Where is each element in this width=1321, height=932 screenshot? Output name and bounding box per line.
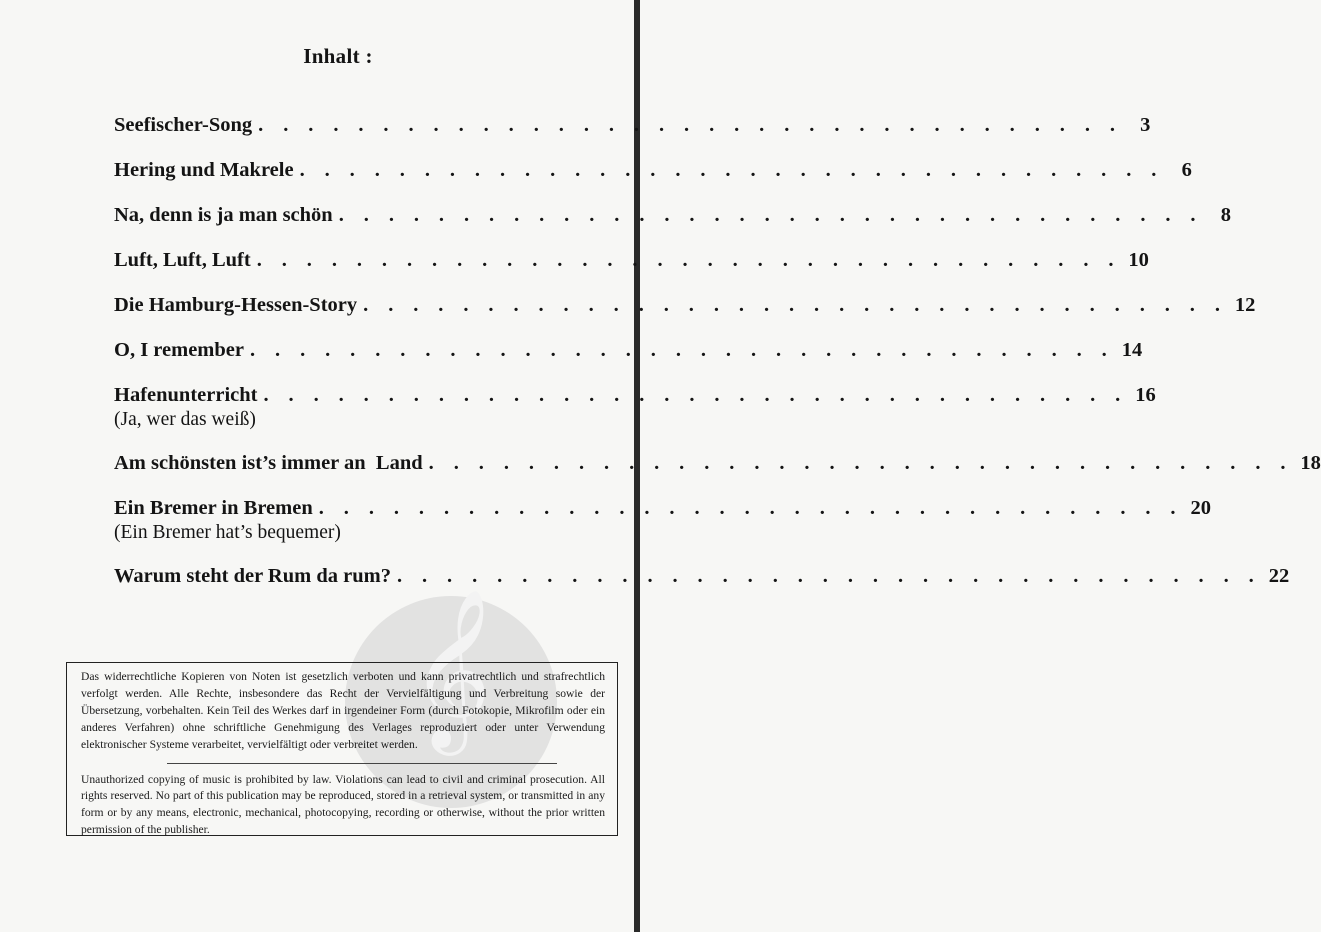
- toc-entry: [114, 563, 1290, 589]
- toc-entry-page: 14: [1121, 339, 1143, 361]
- toc-entry: [114, 382, 1156, 432]
- page-title: Inhalt :: [303, 44, 373, 68]
- toc-entry-page: 10: [1128, 249, 1149, 271]
- dot-leader: . . . . . . . . . . . . . . . . . . . . . . . . . . . . . . . . . . .: [258, 114, 1123, 136]
- toc-entry-subtitle: (Ein Bremer hat’s bequemer): [114, 522, 341, 543]
- toc-entry-title: Hering und Makrele: [114, 159, 294, 181]
- toc-entry-title: Na, denn is ja man schön: [114, 204, 333, 226]
- toc-entry-title: Warum steht der Rum da rum?: [114, 565, 391, 587]
- toc-entry: [114, 337, 1143, 363]
- copyright-notice: [66, 662, 618, 836]
- toc-entry-title: Die Hamburg-Hessen-Story: [114, 294, 358, 316]
- toc-entry-page: 3: [1140, 114, 1151, 136]
- copyright-notice-german: Das widerrechtliche Kopieren von Noten ist gesetzlich verboten und kann privatrechtlich und strafrechtlich verfolgt werden. Alle Rechte, insbesondere das Recht der Vervielfältigung und Verbreitung sowie der Übersetzung, vorbehalten. Kein Teil des Werkes darf in irgendeiner Form (durch Fotokopie, Mikrofilm oder ein anderes Verfahren) ohne schriftliche Genehmigung des Verlages reproduziert oder unter Verwendung elektronischer Systeme verarbeitet, vervielfältigt oder verbreitet werden.: [81, 670, 605, 751]
- toc-entry-page: 20: [1190, 497, 1211, 519]
- toc-entry: [114, 202, 1231, 228]
- toc-entry: [114, 112, 1151, 138]
- dot-leader: . . . . . . . . . . . . . . . . . . . . . . . . . . . . . . . . . . .: [263, 384, 1128, 406]
- dot-leader: . . . . . . . . . . . . . . . . . . . . . . . . . . . . . . . . . . .: [249, 339, 1115, 361]
- dot-leader: . . . . . . . . . . . . . . . . . . . . . . . . . . . . . . . . . . .: [318, 497, 1183, 519]
- dot-leader: . . . . . . . . . . . . . . . . . . . . . . . . . . . . . . . . . . .: [256, 249, 1121, 271]
- dot-leader: . . . . . . . . . . . . . . . . . . . . . . . . . . . . . . . . . . .: [338, 204, 1203, 226]
- toc-entry-title: Ein Bremer in Bremen: [114, 497, 313, 519]
- toc-entry-page: 16: [1135, 384, 1156, 406]
- toc-entry-title: Seefischer-Song: [114, 114, 253, 136]
- toc-entry: [114, 450, 1321, 476]
- toc-entry-title: Am schönsten ist’s immer an Land: [114, 452, 423, 474]
- toc-entry-title: Luft, Luft, Luft: [114, 249, 251, 271]
- dot-leader: . . . . . . . . . . . . . . . . . . . . . . . . . . . . . . . . . . .: [396, 565, 1262, 587]
- dot-leader: . . . . . . . . . . . . . . . . . . . . . . . . . . . . . . . . . . .: [299, 159, 1164, 181]
- toc-entry-page: 22: [1268, 565, 1290, 587]
- toc-entry: [114, 247, 1149, 273]
- toc-entry-page: 8: [1220, 204, 1231, 226]
- toc-entry-page: 18: [1300, 452, 1321, 474]
- toc-entry: [114, 157, 1192, 183]
- toc-entry-subtitle: (Ja, wer das weiß): [114, 409, 256, 430]
- treble-clef-watermark-icon: 𝄞: [401, 581, 506, 754]
- toc-entry: [114, 495, 1211, 545]
- dot-leader: . . . . . . . . . . . . . . . . . . . . . . . . . . . . . . . . . . .: [363, 294, 1228, 316]
- toc-entry-title: O, I remember: [114, 339, 244, 361]
- toc-entry-page: 12: [1234, 294, 1256, 316]
- toc-entry-page: 6: [1181, 159, 1192, 181]
- divider: [167, 763, 557, 764]
- toc-entry-title: Hafenunterricht: [114, 384, 258, 406]
- copyright-notice-english: Unauthorized copying of music is prohibited by law. Violations can lead to civil and criminal prosecution. All rights reserved. No part of this publication may be reproduced, stored in a retrieval system, or transmitted in any form or by any means, electronic, mechanical, photocopying, recording or otherwise, without the prior written permission of the publisher.: [81, 772, 605, 837]
- toc-entry: [114, 292, 1256, 318]
- dot-leader: . . . . . . . . . . . . . . . . . . . . . . . . . . . . . . . . . . .: [428, 452, 1293, 474]
